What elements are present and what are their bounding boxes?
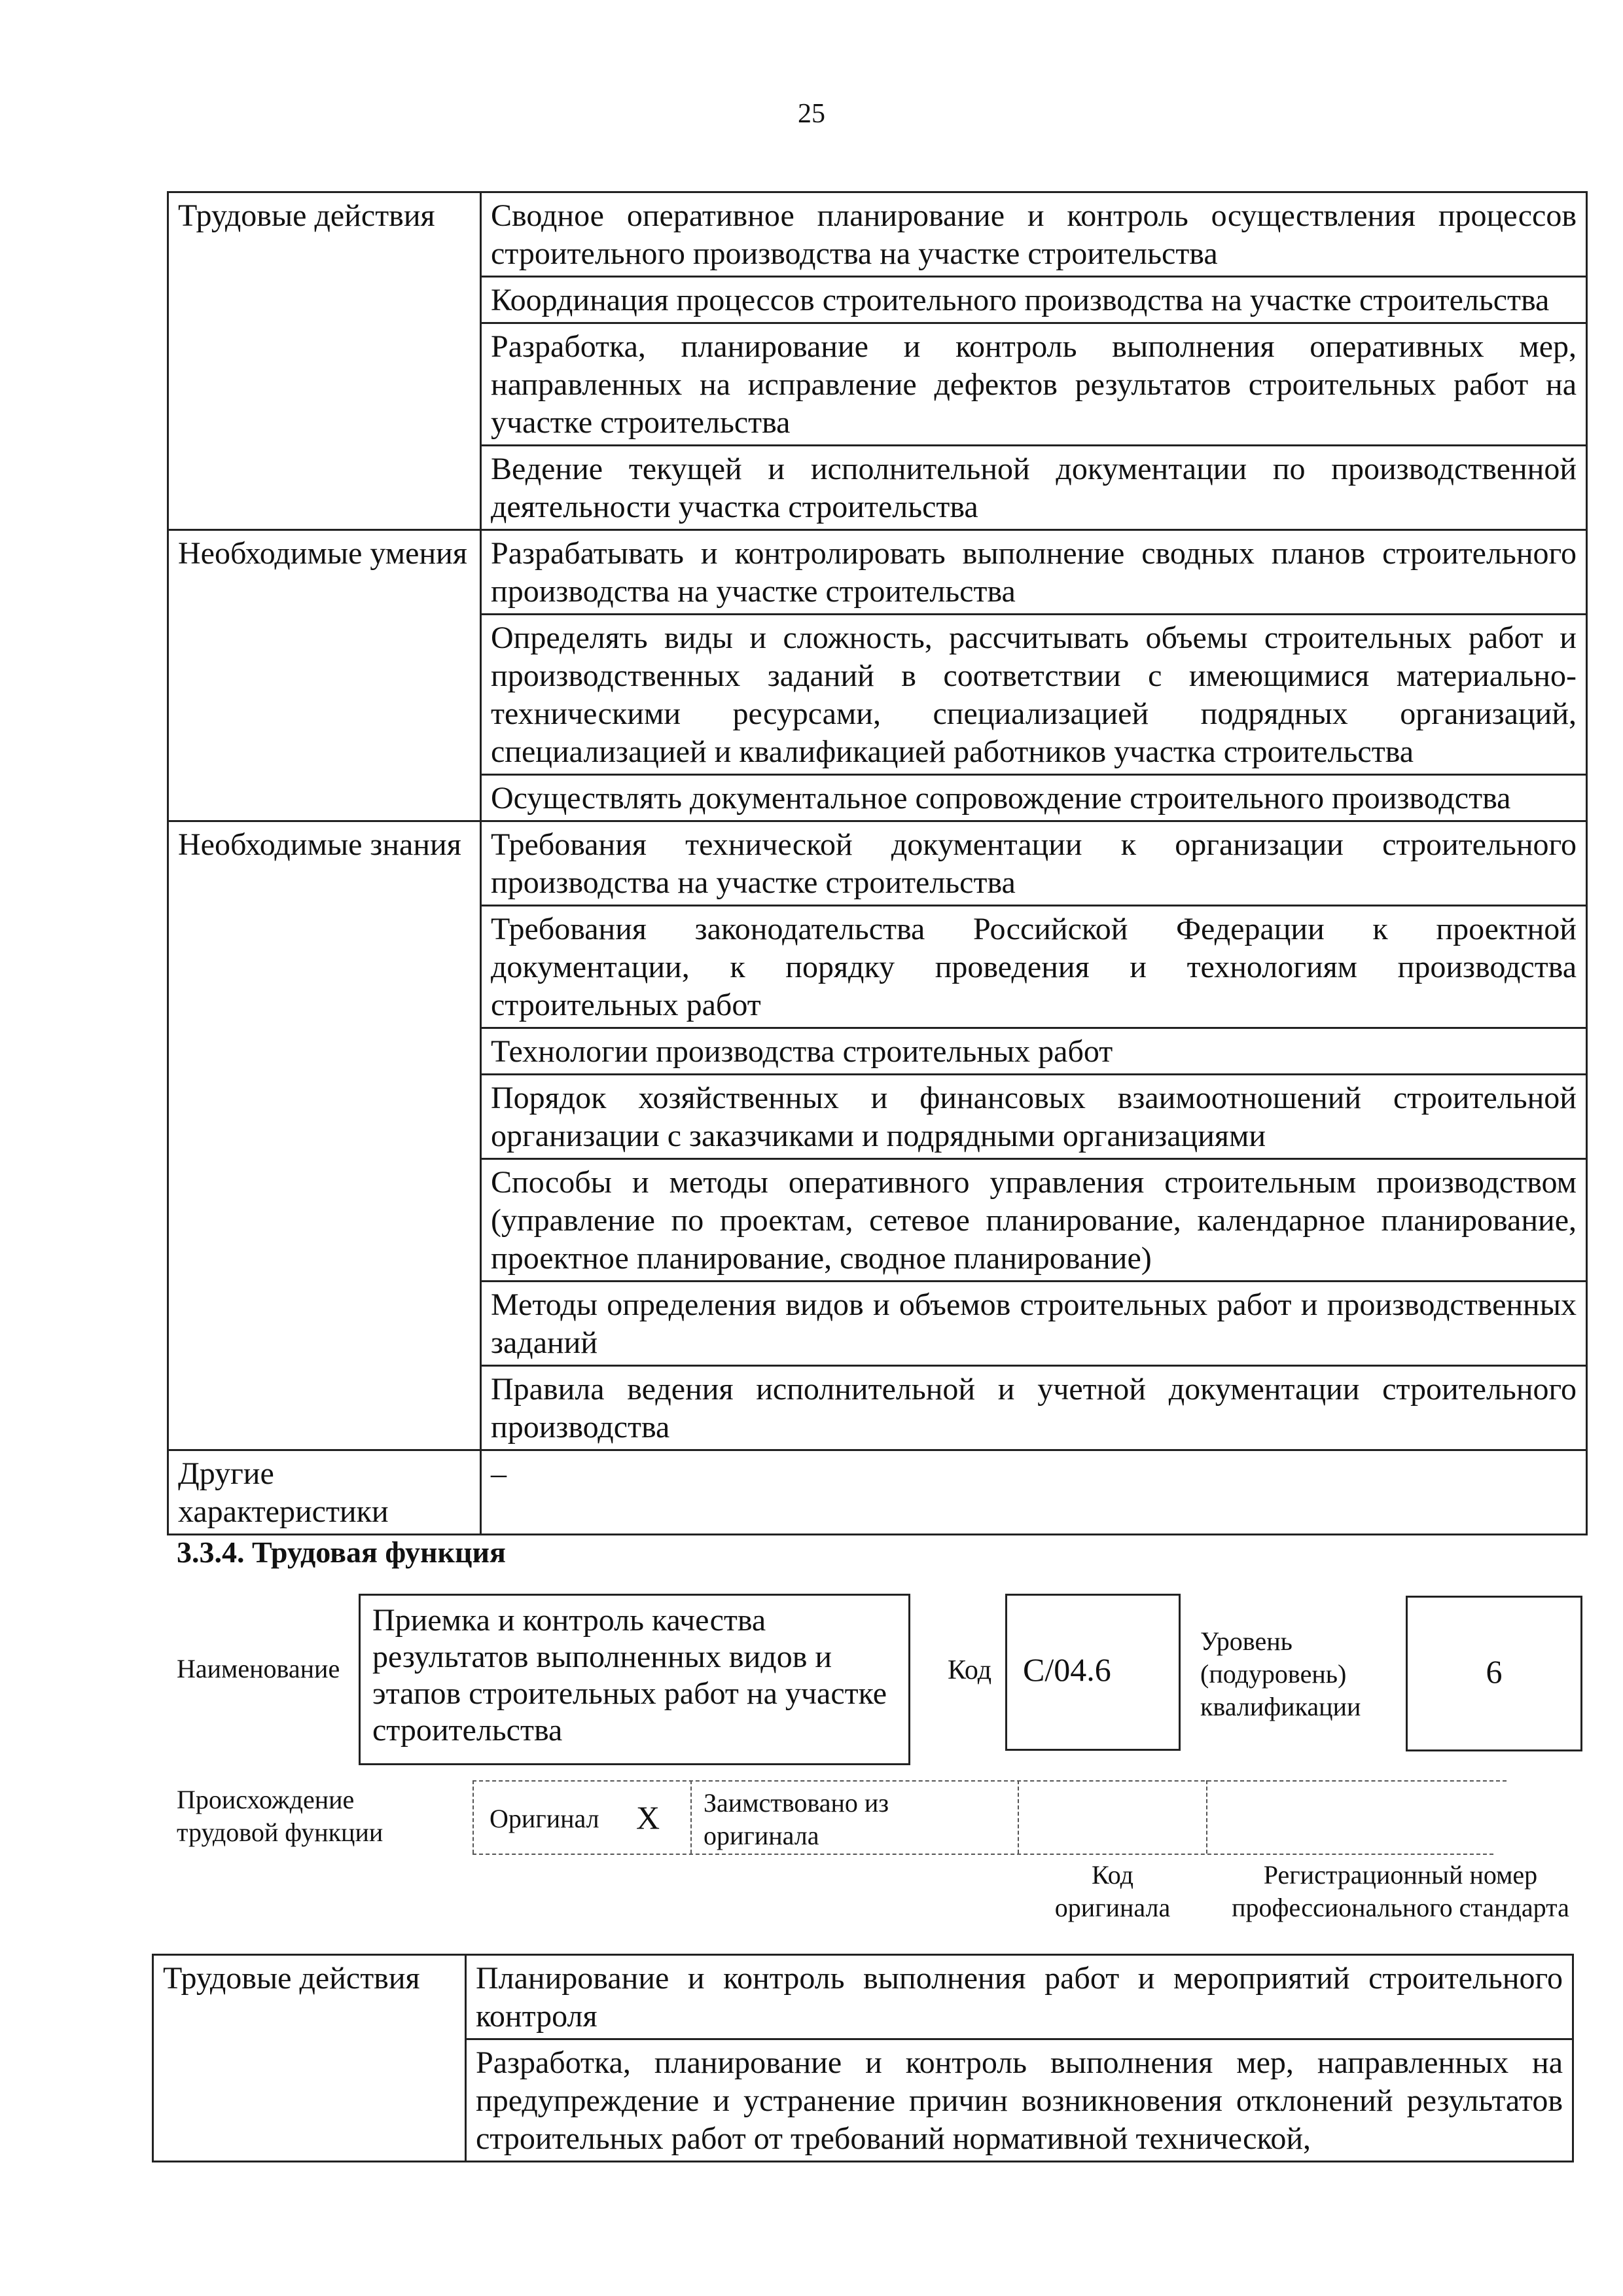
labor-action-row — [153, 1955, 1573, 2039]
competency-table — [167, 191, 1588, 1535]
category-cell: Трудовые действия — [153, 1955, 466, 2162]
orig-code-caption: Код оригинала — [1054, 1860, 1171, 1922]
item-cell: Планирование и контроль выполнения работ и мероприятий строительного контроля — [466, 1955, 1573, 2039]
name-label: Наименование — [177, 1654, 340, 1683]
item-cell: Способы и методы оперативного управления строительным производством (управление по проектам, сетевое планирование, календарное планирование, проектное планирование, сводное планирование) — [481, 1159, 1587, 1282]
code-box — [1005, 1594, 1181, 1751]
item-cell: Сводное оперативное планирование и контроль осуществления процессов строительного производства на участке строительства — [481, 192, 1587, 277]
category-cell: Необходимые умения — [168, 530, 481, 821]
item-cell: Требования технической документации к организации строительного производства на участке строительства — [481, 821, 1587, 906]
item-cell: Порядок хозяйственных и финансовых взаимоотношений строительной организации с заказчиками и подрядными организациями — [481, 1075, 1587, 1159]
code-label: Код — [948, 1655, 992, 1685]
competency-row — [168, 192, 1587, 277]
borrowed-label: Заимствовано из оригинала — [704, 1788, 889, 1850]
item-cell: Разработка, планирование и контроль выполнения мер, направленных на предупреждение и устранение причин возникновения отклонений результатов строительных работ от требований нормативной технической, — [466, 2039, 1573, 2162]
original-label: Оригинал — [490, 1804, 599, 1833]
section-heading: 3.3.4. Трудовая функция — [177, 1535, 506, 1569]
item-cell: Координация процессов строительного производства на участке строительства — [481, 277, 1587, 323]
level-label: Уровень (подуровень) квалификации — [1200, 1626, 1361, 1721]
item-cell: Разработка, планирование и контроль выполнения оперативных мер, направленных на исправление дефектов результатов строительных работ на участке строительства — [481, 323, 1587, 446]
original-mark: X — [636, 1799, 660, 1836]
name-value: Приемка и контроль качества результатов выполненных видов и этапов строительных работ на участке строительства — [372, 1603, 887, 1748]
item-cell: – — [481, 1450, 1587, 1535]
item-cell: Технологии производства строительных работ — [481, 1028, 1587, 1075]
item-cell: Осуществлять документальное сопровождение строительного производства — [481, 775, 1587, 821]
reg-number-caption: Регистрационный номер профессионального стандарта — [1232, 1860, 1569, 1922]
competency-row — [168, 530, 1587, 615]
code-value: C/04.6 — [1023, 1651, 1111, 1688]
competency-row — [168, 821, 1587, 906]
item-cell: Правила ведения исполнительной и учетной документации строительного производства — [481, 1366, 1587, 1450]
competency-row — [168, 1450, 1587, 1535]
item-cell: Методы определения видов и объемов строительных работ и производственных заданий — [481, 1282, 1587, 1366]
level-box — [1406, 1596, 1582, 1751]
item-cell: Ведение текущей и исполнительной документации по производственной деятельности участка строительства — [481, 446, 1587, 530]
category-cell: Необходимые знания — [168, 821, 481, 1450]
level-value: 6 — [1486, 1653, 1503, 1690]
name-box — [359, 1594, 910, 1765]
page-number: 25 — [798, 99, 825, 129]
labor-actions-table — [152, 1954, 1574, 2162]
category-cell: Трудовые действия — [168, 192, 481, 530]
item-cell: Определять виды и сложность, рассчитывать объемы строительных работ и производственных заданий в соответствии с имеющимися материально-техническими ресурсами, специализацией подрядных организаций, специализацией и квалификацией работников участка строительства — [481, 615, 1587, 775]
item-cell: Требования законодательства Российской Федерации к проектной документации, к порядку проведения и технологиям производства строительных работ — [481, 906, 1587, 1028]
item-cell: Разрабатывать и контролировать выполнение сводных планов строительного производства на участке строительства — [481, 530, 1587, 615]
origin-label: Происхождение трудовой функции — [177, 1785, 383, 1847]
category-cell: Другие характеристики — [168, 1450, 481, 1535]
